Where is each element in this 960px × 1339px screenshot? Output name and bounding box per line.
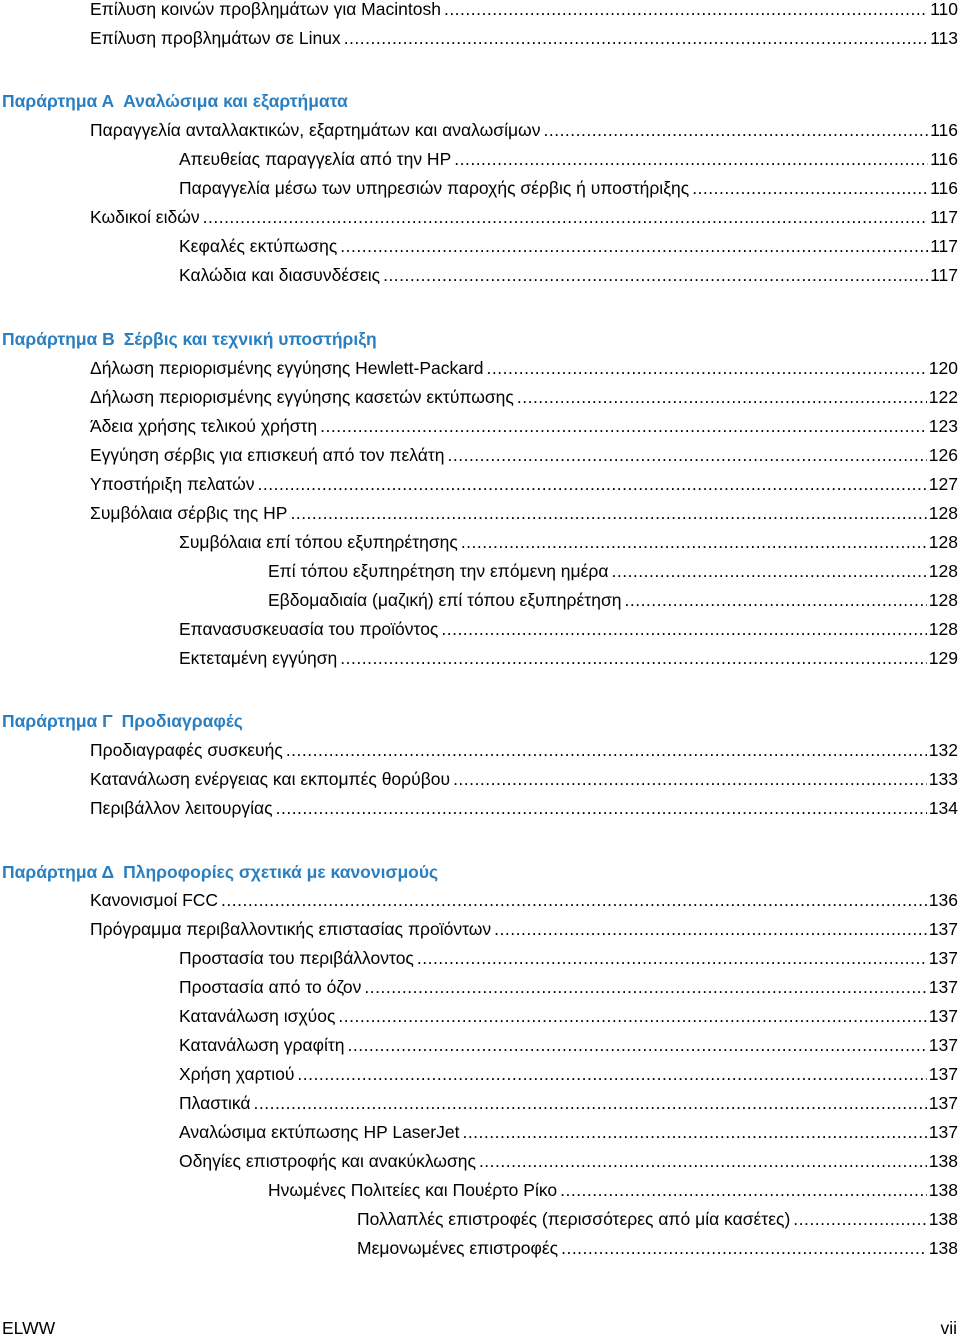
toc-entry-text: Οδηγίες επιστροφής και ανακύκλωσης — [179, 1151, 476, 1171]
appendix-title: Αναλώσιμα και εξαρτήματα — [123, 91, 348, 111]
toc-entry-page: 116 — [930, 178, 958, 198]
toc-entry-page: 138 — [928, 1151, 958, 1171]
toc-entry-text: Μεμονωμένες επιστροφές — [357, 1238, 559, 1258]
toc-entry-text: Άδεια χρήσης τελικού χρήστη — [90, 416, 318, 436]
toc-entry-page: 120 — [928, 358, 958, 378]
appendix-label: Παράρτημα Γ — [2, 711, 113, 731]
appendix-title: Σέρβις και τεχνική υποστήριξη — [123, 329, 377, 349]
dot-leader — [543, 118, 928, 142]
toc-entry-text: Πρόγραμμα περιβαλλοντικής επιστασίας προϊόντων — [90, 919, 492, 939]
toc-entry[interactable] — [179, 176, 958, 200]
toc-entry-text: Ηνωμένες Πολιτείες και Πουέρτο Ρίκο — [268, 1180, 558, 1200]
toc-entry[interactable] — [90, 26, 958, 50]
dot-leader — [344, 26, 928, 50]
toc-entry[interactable] — [179, 1062, 958, 1086]
toc-entry-page: 137 — [928, 1035, 958, 1055]
toc-entry-page: 128 — [928, 503, 958, 523]
toc-entry[interactable] — [179, 1033, 958, 1057]
toc-entry-page: 128 — [928, 532, 958, 552]
toc-entry[interactable] — [268, 588, 958, 612]
toc-entry-page: 134 — [928, 798, 958, 818]
toc-entry-page: 127 — [928, 474, 958, 494]
toc-entry-page: 113 — [930, 28, 958, 48]
toc-entry[interactable] — [90, 917, 958, 941]
toc-entry[interactable] — [179, 946, 958, 970]
toc-entry-text: Κωδικοί ειδών — [90, 207, 200, 227]
dot-leader — [462, 1120, 926, 1144]
toc-entry-text: Παραγγελία ανταλλακτικών, εξαρτημάτων και αναλωσίμων — [90, 120, 541, 140]
toc-entry-text: Υποστήριξη πελατών — [90, 474, 255, 494]
toc-entry[interactable] — [179, 646, 958, 670]
toc-entry-text: Εβδομαδιαία (μαζική) επί τόπου εξυπηρέτηση — [268, 590, 622, 610]
toc-entry-text: Πολλαπλές επιστροφές (περισσότερες από μία κασέτες) — [357, 1209, 791, 1229]
dot-leader — [561, 1236, 927, 1260]
dot-leader — [624, 588, 926, 612]
dot-leader — [203, 205, 928, 229]
dot-leader — [347, 1033, 926, 1057]
toc-entry-text: Επίλυση προβλημάτων σε Linux — [90, 28, 341, 48]
toc-entry[interactable] — [268, 1178, 958, 1202]
footer-page-number: vii — [940, 1318, 957, 1338]
appendix-heading-b[interactable] — [2, 326, 377, 352]
toc-entry[interactable] — [179, 1149, 958, 1173]
dot-leader — [494, 917, 927, 941]
toc-entry-text: Δήλωση περιορισμένης εγγύησης Hewlett-Packard — [90, 358, 484, 378]
toc-entry-text: Καλώδια και διασυνδέσεις — [179, 265, 381, 285]
toc-entry-text: Εκτεταμένη εγγύηση — [179, 648, 338, 668]
dot-leader — [383, 263, 928, 287]
toc-entry[interactable] — [90, 888, 958, 912]
toc-entry-text: Παραγγελία μέσω των υπηρεσιών παροχής σέρβις ή υποστήριξης — [179, 178, 690, 198]
toc-entry-page: 116 — [930, 120, 958, 140]
toc-entry-text: Χρήση χαρτιού — [179, 1064, 295, 1084]
toc-entry-page: 132 — [928, 740, 958, 760]
toc-entry-page: 137 — [928, 919, 958, 939]
toc-entry-text: Κεφαλές εκτύπωσης — [179, 236, 338, 256]
dot-leader — [340, 234, 928, 258]
toc-entry-text: Απευθείας παραγγελία από την HP — [179, 149, 452, 169]
dot-leader — [254, 1091, 927, 1115]
toc-entry-page: 117 — [930, 207, 958, 227]
toc-entry-page: 128 — [928, 561, 958, 581]
toc-entry[interactable] — [90, 118, 958, 142]
toc-entry[interactable] — [179, 975, 958, 999]
toc-entry-page: 126 — [928, 445, 958, 465]
toc-entry[interactable] — [179, 1004, 958, 1028]
toc-entry-text: Αναλώσιμα εκτύπωσης HP LaserJet — [179, 1122, 460, 1142]
toc-entry-page: 138 — [928, 1180, 958, 1200]
appendix-heading-c[interactable] — [2, 708, 243, 734]
toc-entry-page: 116 — [930, 149, 958, 169]
toc-entry[interactable] — [90, 443, 958, 467]
toc-entry[interactable] — [179, 530, 958, 554]
toc-entry[interactable] — [90, 472, 958, 496]
toc-entry-text: Πλαστικά — [179, 1093, 251, 1113]
dot-leader — [479, 1149, 927, 1173]
dot-leader — [444, 0, 928, 21]
toc-entry-text: Συμβόλαια σέρβις της HP — [90, 503, 288, 523]
toc-entry[interactable] — [90, 796, 958, 820]
appendix-heading-d[interactable] — [2, 859, 438, 885]
toc-entry-text: Επανασυσκευασία του προϊόντος — [179, 619, 439, 639]
toc-entry-text: Προδιαγραφές συσκευής — [90, 740, 283, 760]
toc-entry[interactable] — [357, 1236, 958, 1260]
toc-entry[interactable] — [90, 356, 958, 380]
appendix-heading-a[interactable] — [2, 88, 348, 114]
toc-entry[interactable] — [90, 0, 958, 21]
toc-entry-page: 137 — [928, 1064, 958, 1084]
dot-leader — [487, 356, 927, 380]
toc-entry-page: 137 — [928, 977, 958, 997]
dot-leader — [461, 530, 927, 554]
dot-leader — [276, 796, 927, 820]
toc-entry[interactable] — [90, 205, 958, 229]
toc-entry-page: 137 — [928, 1006, 958, 1026]
toc-entry-text: Εγγύηση σέρβις για επισκευή από τον πελάτη — [90, 445, 445, 465]
appendix-title: Πληροφορίες σχετικά με κανονισμούς — [123, 862, 439, 882]
toc-entry[interactable] — [179, 1120, 958, 1144]
dot-leader — [340, 646, 927, 670]
dot-leader — [417, 946, 927, 970]
dot-leader — [364, 975, 926, 999]
toc-entry-page: 117 — [930, 236, 958, 256]
toc-entry[interactable] — [179, 234, 958, 258]
dot-leader — [611, 559, 926, 583]
toc-entry-page: 133 — [928, 769, 958, 789]
dot-leader — [290, 501, 926, 525]
toc-entry-page: 138 — [928, 1209, 958, 1229]
toc-entry-page: 117 — [930, 265, 958, 285]
toc-entry[interactable] — [90, 501, 958, 525]
dot-leader — [221, 888, 927, 912]
toc-entry-page: 128 — [928, 619, 958, 639]
toc-entry[interactable] — [90, 767, 958, 791]
dot-leader — [286, 738, 927, 762]
toc-entry-page: 110 — [930, 0, 958, 19]
appendix-label: Παράρτημα Δ — [2, 862, 115, 882]
toc-entry-text: Δήλωση περιορισμένης εγγύησης κασετών εκτύπωσης — [90, 387, 514, 407]
toc-entry-text: Προστασία από το όζον — [179, 977, 362, 997]
toc-entry[interactable] — [179, 147, 958, 171]
toc-entry-page: 128 — [928, 590, 958, 610]
toc-entry-text: Κατανάλωση ισχύος — [179, 1006, 336, 1026]
toc-entry-page: 123 — [928, 416, 958, 436]
dot-leader — [258, 472, 927, 496]
toc-entry-text: Συμβόλαια επί τόπου εξυπηρέτησης — [179, 532, 458, 552]
dot-leader — [453, 767, 927, 791]
toc-entry-page: 137 — [928, 1122, 958, 1142]
dot-leader — [448, 443, 927, 467]
footer-label: ELWW — [2, 1318, 56, 1338]
toc-entry-text: Κατανάλωση ενέργειας και εκπομπές θορύβου — [90, 769, 451, 789]
dot-leader — [692, 176, 928, 200]
toc-entry-page: 122 — [928, 387, 958, 407]
toc-entry-text: Κανονισμοί FCC — [90, 890, 219, 910]
dot-leader — [338, 1004, 926, 1028]
toc-entry[interactable] — [357, 1207, 958, 1231]
toc-entry-page: 136 — [928, 890, 958, 910]
dot-leader — [320, 414, 927, 438]
dot-leader — [441, 617, 926, 641]
toc-entry-page: 137 — [928, 948, 958, 968]
dot-leader — [560, 1178, 927, 1202]
dot-leader — [454, 147, 928, 171]
appendix-label: Παράρτημα Β — [2, 329, 115, 349]
toc-entry-text: Επίλυση κοινών προβλημάτων για Macintosh — [90, 0, 441, 19]
dot-leader — [297, 1062, 926, 1086]
toc-entry[interactable] — [90, 738, 958, 762]
dot-leader — [517, 385, 927, 409]
toc-entry[interactable] — [179, 263, 958, 287]
toc-entry[interactable] — [179, 1091, 958, 1115]
toc-entry-page: 129 — [928, 648, 958, 668]
toc-entry-text: Περιβάλλον λειτουργίας — [90, 798, 273, 818]
appendix-title: Προδιαγραφές — [121, 711, 243, 731]
toc-entry-text: Προστασία του περιβάλλοντος — [179, 948, 414, 968]
appendix-label: Παράρτημα Α — [2, 91, 115, 111]
toc-entry[interactable] — [90, 414, 958, 438]
toc-entry[interactable] — [90, 385, 958, 409]
toc-entry-page: 138 — [928, 1238, 958, 1258]
toc-entry[interactable] — [179, 617, 958, 641]
toc-entry-text: Κατανάλωση γραφίτη — [179, 1035, 345, 1055]
toc-entry-text: Επί τόπου εξυπηρέτηση την επόμενη ημέρα — [268, 561, 609, 581]
toc-entry[interactable] — [268, 559, 958, 583]
dot-leader — [793, 1207, 927, 1231]
toc-entry-page: 137 — [928, 1093, 958, 1113]
